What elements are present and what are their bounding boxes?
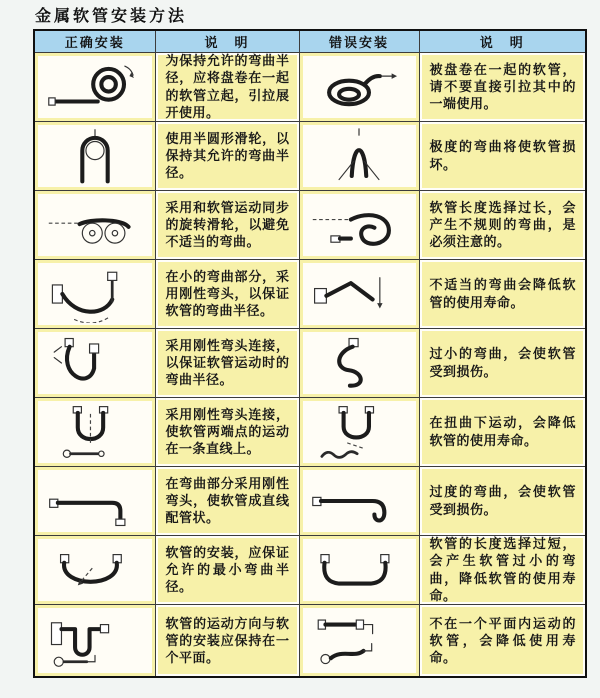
wrong-figure — [303, 332, 416, 394]
correct-desc-cell — [155, 397, 299, 466]
hose-coil-flat-pull-icon — [307, 58, 411, 116]
wrong-image-cell — [299, 259, 419, 328]
wrong-description: 软管的长度选择过短，会产生软管过小的弯曲，降低软管的使用寿命。 — [429, 536, 576, 603]
correct-image-cell — [34, 190, 155, 259]
correct-image-cell — [34, 397, 155, 466]
table-row — [34, 121, 586, 190]
wrong-desc-cell — [419, 535, 586, 604]
correct-image-cell — [34, 535, 155, 604]
correct-description: 采用和软管运动同步的旋转滑轮，以避免不适当的弯曲。 — [165, 199, 290, 250]
correct-figure — [38, 608, 152, 674]
correct-description: 使用半圆形滑轮，以保持其允许的弯曲半径。 — [165, 130, 290, 181]
half-round-pulley-icon — [43, 127, 147, 185]
table-row — [34, 259, 586, 328]
header-correct-description: 说 明 — [155, 30, 299, 52]
wrong-figure — [303, 539, 416, 601]
table-header — [34, 30, 586, 52]
header-wrong-install: 错误安装 — [299, 30, 419, 52]
hose-too-short-icon — [307, 541, 411, 599]
correct-description: 在小的弯曲部分，采用刚性弯头，以保证软管的弯曲半径。 — [165, 268, 290, 319]
min-bend-radius-u-icon — [43, 541, 147, 599]
page-title: 金属软管安装方法 — [35, 6, 188, 25]
table-row — [34, 397, 586, 466]
table-body — [34, 52, 586, 677]
document-page — [0, 3, 600, 678]
table-row — [34, 328, 586, 397]
out-of-plane-motion-icon — [307, 611, 411, 669]
wrong-desc-cell — [419, 259, 586, 328]
rigid-elbow-small-bend-icon — [43, 265, 147, 323]
same-plane-motion-icon — [43, 611, 147, 669]
wrong-image-cell — [299, 190, 419, 259]
correct-figure — [38, 125, 152, 187]
correct-desc-cell — [155, 259, 299, 328]
wrong-image-cell — [299, 535, 419, 604]
wrong-description: 被盘卷在一起的软管，请不要直接引拉其中的一端使用。 — [429, 61, 576, 112]
correct-figure — [38, 263, 152, 325]
wrong-description: 在扭曲下运动，会降低软管的使用寿命。 — [429, 415, 576, 448]
correct-description: 软管的运动方向与软管的安装应保持在一个平面。 — [165, 615, 290, 665]
header-wrong-description: 说 明 — [419, 30, 586, 52]
correct-figure — [38, 332, 152, 394]
wrong-image-cell — [299, 328, 419, 397]
correct-image-cell — [34, 259, 155, 328]
hose-coil-upright-icon — [43, 58, 147, 116]
wrong-figure — [303, 125, 416, 187]
table-row — [34, 604, 586, 677]
straight-piping-elbow-icon — [43, 472, 147, 530]
extreme-bend-icon — [307, 127, 411, 185]
correct-image-cell — [34, 52, 155, 121]
header-correct-install: 正确安装 — [34, 30, 155, 52]
correct-figure — [38, 401, 152, 463]
wrong-image-cell — [299, 604, 419, 677]
correct-image-cell — [34, 466, 155, 535]
wrong-image-cell — [299, 466, 419, 535]
installation-table — [33, 29, 587, 678]
wrong-image-cell — [299, 52, 419, 121]
wrong-figure — [303, 608, 416, 674]
wrong-desc-cell — [419, 121, 586, 190]
correct-desc-cell — [155, 328, 299, 397]
correct-figure — [38, 539, 152, 601]
correct-image-cell — [34, 604, 155, 677]
wrong-description: 不在一个平面内运动的软管，会降低使用寿命。 — [429, 615, 576, 665]
correct-figure — [38, 470, 152, 532]
wrong-desc-cell — [419, 52, 586, 121]
table-row — [34, 52, 586, 121]
wrong-description: 过小的弯曲，会使软管受到损伤。 — [429, 346, 576, 379]
wrong-description: 软管长度选择过长，会产生不规则的弯曲，是必须注意的。 — [429, 199, 576, 250]
rotating-pulley-sync-icon — [43, 196, 147, 254]
wrong-desc-cell — [419, 397, 586, 466]
correct-desc-cell — [155, 121, 299, 190]
correct-image-cell — [34, 121, 155, 190]
correct-description: 采用刚性弯头连接，使软管两端点的运动在一条直线上。 — [165, 406, 290, 457]
hose-too-long-icon — [307, 196, 411, 254]
improper-bend-icon — [307, 265, 411, 323]
correct-desc-cell — [155, 535, 299, 604]
wrong-desc-cell — [419, 466, 586, 535]
correct-description: 采用刚性弯头连接，以保证软管运动时的弯曲半径。 — [165, 337, 290, 388]
wrong-desc-cell — [419, 328, 586, 397]
correct-description: 软管的安装，应保证允许的最小弯曲半径。 — [165, 544, 290, 595]
table-row — [34, 190, 586, 259]
correct-image-cell — [34, 328, 155, 397]
correct-figure — [38, 56, 152, 118]
wrong-description: 过度的弯曲，会使软管受到损伤。 — [429, 484, 576, 517]
wrong-image-cell — [299, 397, 419, 466]
wrong-desc-cell — [419, 604, 586, 677]
wrong-image-cell — [299, 121, 419, 190]
twisted-motion-icon — [307, 403, 411, 461]
wrong-figure — [303, 194, 416, 256]
wrong-figure — [303, 263, 416, 325]
correct-desc-cell — [155, 190, 299, 259]
correct-description: 为保持允许的弯曲半径，应将盘卷在一起的软管立起，引拉展开使用。 — [165, 53, 290, 120]
correct-description: 在弯曲部分采用刚性弯头，使软管成直线配管状。 — [165, 475, 290, 526]
wrong-figure — [303, 401, 416, 463]
wrong-description: 极度的弯曲将使软管损坏。 — [429, 139, 576, 172]
excessive-bend-icon — [307, 472, 411, 530]
wrong-description: 不适当的弯曲会降低软管的使用寿命。 — [429, 277, 576, 310]
correct-desc-cell — [155, 52, 299, 121]
correct-desc-cell — [155, 466, 299, 535]
correct-desc-cell — [155, 604, 299, 677]
u-endpoints-straight-line-icon — [43, 403, 147, 461]
wrong-figure — [303, 470, 416, 532]
table-row — [34, 466, 586, 535]
rigid-elbow-u-icon — [43, 334, 147, 392]
wrong-desc-cell — [419, 190, 586, 259]
bend-too-small-icon — [307, 334, 411, 392]
correct-figure — [38, 194, 152, 256]
table-row — [34, 535, 586, 604]
wrong-figure — [303, 56, 416, 118]
